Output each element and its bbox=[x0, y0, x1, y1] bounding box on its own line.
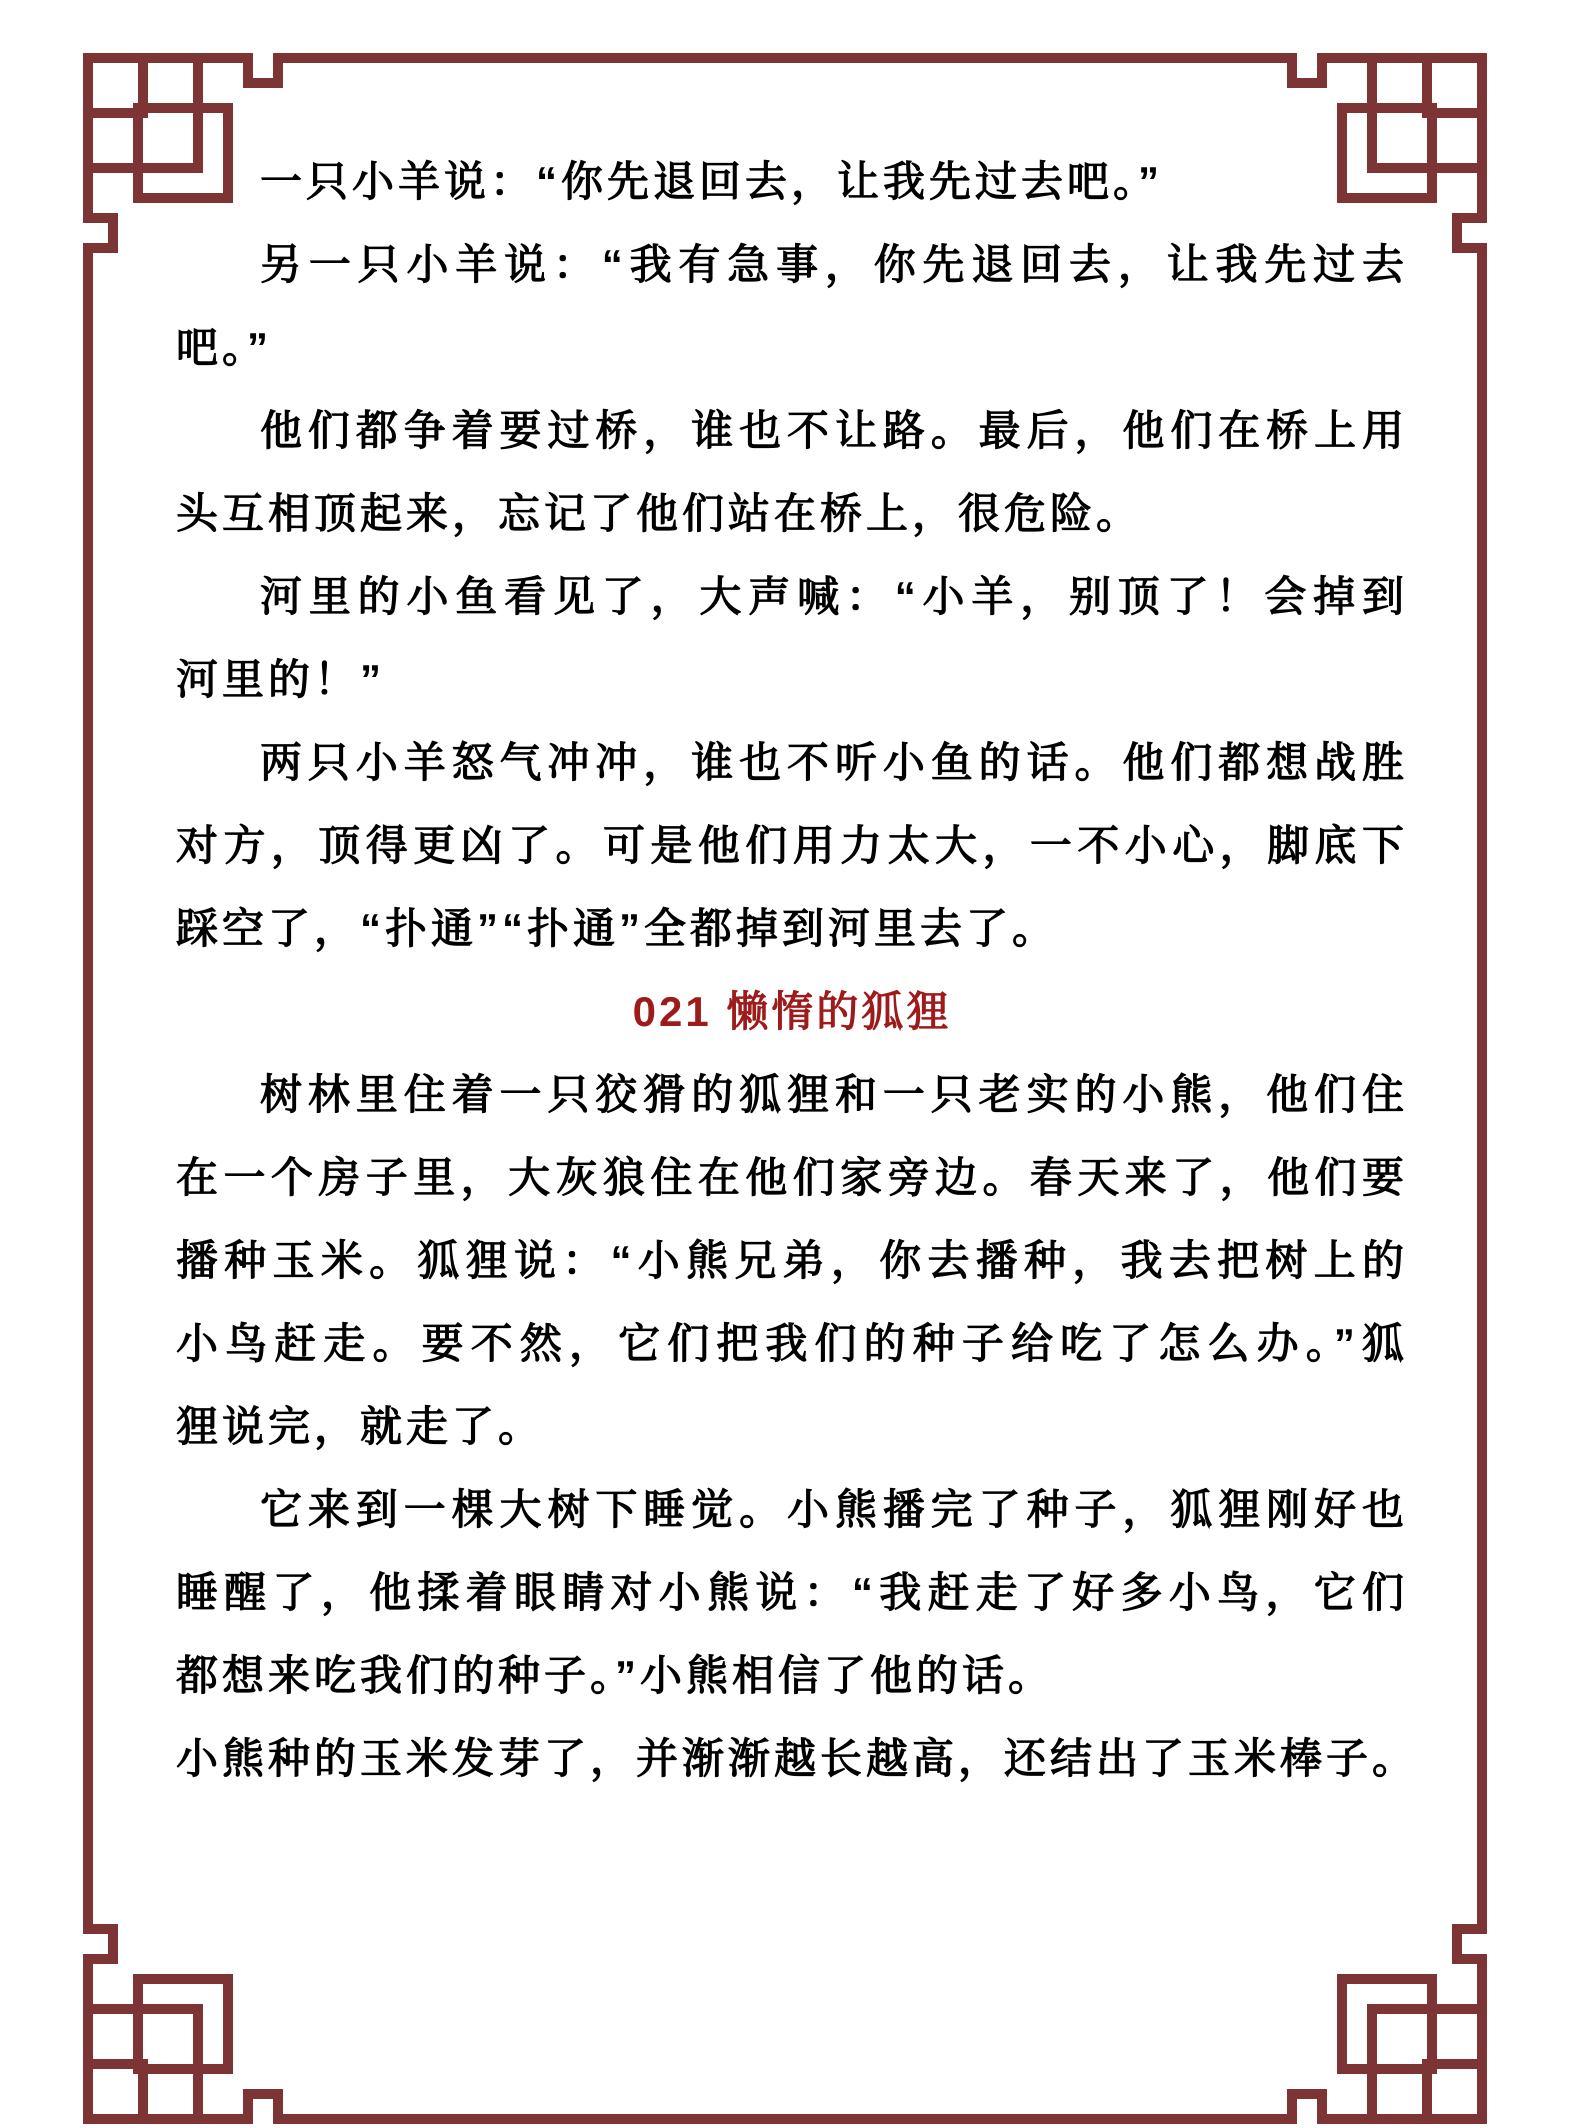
text-line: 它来到一棵大树下睡觉。小熊播完了种子，狐狸刚好也 bbox=[260, 1486, 1408, 1533]
text-line: 头互相顶起来，忘记了他们站在桥上，很危险。 bbox=[176, 490, 1143, 537]
text-line: 河里的小鱼看见了，大声喊：“小羊，别顶了！会掉到 bbox=[260, 573, 1408, 620]
text-line: 睡醒了，他揉着眼睛对小熊说：“我赶走了好多小鸟，它们 bbox=[176, 1569, 1408, 1616]
story-lines bbox=[176, 140, 1419, 1800]
text-line: 另一只小羊说：“我有急事，你先退回去，让我先过去 bbox=[260, 241, 1408, 288]
text-line: 小熊种的玉米发芽了，并渐渐越长越高，还结出了玉米棒子。 bbox=[176, 1735, 1419, 1782]
text-line: 踩空了，“扑通”“扑通”全都掉到河里去了。 bbox=[176, 905, 1059, 952]
text-line: 吧。” bbox=[176, 324, 273, 371]
text-line: 在一个房子里，大灰狼住在他们家旁边。春天来了，他们要 bbox=[176, 1154, 1408, 1201]
text-line: 播种玉米。狐狸说：“小熊兄弟，你去播种，我去把树上的 bbox=[176, 1237, 1408, 1284]
border-line-bottom bbox=[348, 2114, 1222, 2124]
border-line-top bbox=[348, 53, 1222, 63]
text-line: 他们都争着要过桥，谁也不让路。最后，他们在桥上用 bbox=[260, 407, 1408, 454]
text-line: 河里的！” bbox=[176, 656, 386, 703]
knot-corner-bottom-left-icon bbox=[53, 1854, 353, 2128]
text-line: 狸说完，就走了。 bbox=[176, 1403, 545, 1450]
text-line: 对方，顶得更凶了。可是他们用力太大，一不小心，脚底下 bbox=[176, 822, 1408, 869]
chapter-title: 021 懒惰的狐狸 bbox=[632, 988, 952, 1035]
text-line: 一只小羊说：“你先退回去，让我先过去吧。” bbox=[260, 158, 1164, 205]
border-line-right bbox=[1477, 318, 1487, 1859]
text-line: 两只小羊怒气冲冲，谁也不听小鱼的话。他们都想战胜 bbox=[260, 739, 1408, 786]
text-line: 树林里住着一只狡猾的狐狸和一只老实的小熊，他们住 bbox=[260, 1071, 1408, 1118]
knot-corner-bottom-right-icon bbox=[1217, 1854, 1517, 2128]
border-line-left bbox=[83, 318, 93, 1859]
text-line: 小鸟赶走。要不然，它们把我们的种子给吃了怎么办。”狐 bbox=[176, 1320, 1408, 1367]
text-line: 都想来吃我们的种子。”小熊相信了他的话。 bbox=[176, 1652, 1055, 1699]
